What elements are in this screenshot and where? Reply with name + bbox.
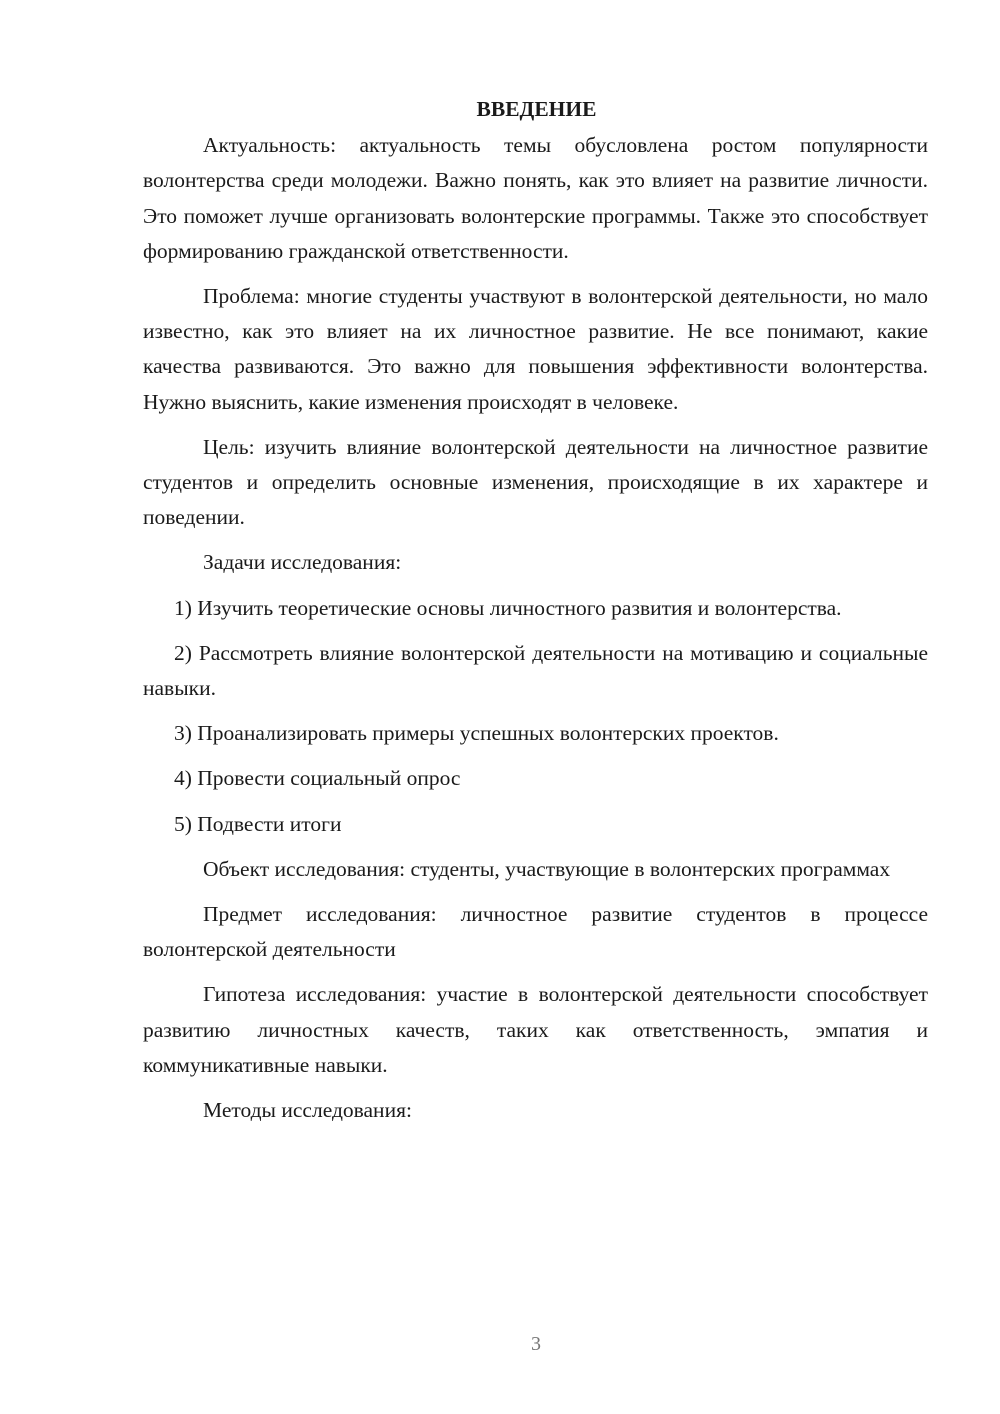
paragraph-tasks-heading: Задачи исследования: [203, 550, 402, 575]
paragraph-problem: Проблема: многие студенты участвуют в волонтерской деятельности, но мало известно, как это влияет на их личностное развитие. Не все понимают, какие качества развиваются. Это важно для повышения эффективности волонтерства. Нужно выяснить, какие изменения происходят в человеке. [143, 284, 928, 414]
page-number: 3 [531, 1333, 541, 1355]
section-title: ВВЕДЕНИЕ [476, 97, 597, 121]
task-item-1: 1) Изучить теоретические основы личностного развития и волонтерства. [174, 595, 842, 620]
task-item-5: 5) Подвести итоги [174, 811, 342, 836]
document-page [143, 92, 928, 1138]
task-item-2: 2) Рассмотреть влияние волонтерской деятельности на мотивацию и социальные навыки. [143, 640, 928, 701]
task-item-3: 3) Проанализировать примеры успешных волонтерских проектов. [174, 721, 779, 746]
paragraph-methods: Методы исследования: [203, 1098, 412, 1123]
paragraph-hypothesis: Гипотеза исследования: участие в волонтерской деятельности способствует развитию личностных качеств, таких как ответственность, эмпатия и коммуникативные навыки. [143, 982, 928, 1077]
paragraph-relevance: Актуальность: актуальность темы обусловлена ростом популярности волонтерства среди молодежи. Важно понять, как это влияет на развитие личности. Это поможет лучше организовать волонтерские программы. Также это способствует формированию гражданской ответственности. [143, 133, 928, 263]
paragraph-subject: Предмет исследования: личностное развитие студентов в процессе волонтерской деятельности [143, 902, 928, 962]
paragraph-object: Объект исследования: студенты, участвующие в волонтерских программах [203, 856, 891, 881]
paragraph-goal: Цель: изучить влияние волонтерской деятельности на личностное развитие студентов и определить основные изменения, происходящие в их характере и поведении. [143, 434, 928, 530]
task-item-4: 4) Провести социальный опрос [174, 766, 461, 791]
